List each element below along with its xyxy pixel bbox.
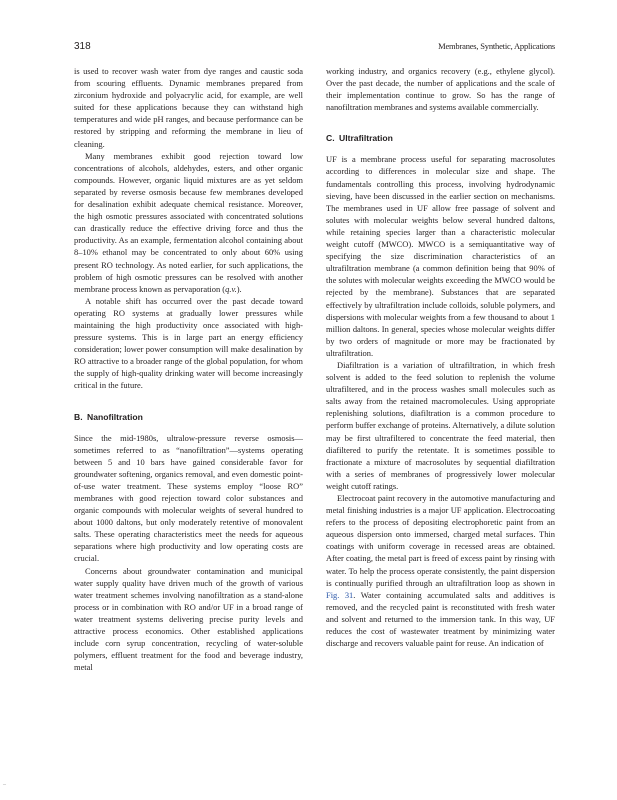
- right-column: [326, 65, 555, 649]
- paragraph: [74, 150, 303, 295]
- paragraph: Since the mid-1980s, ultralow-pressure reverse osmosis—sometimes referred to as “nanofiltration”—systems operating between 5 and 10 bars have gained considerable favor for groundwater softening, organics removal, and even domestic point-of-use water treatment. These systems employ “loose RO” membranes with good rejection toward color substances and organic compounds with molecular weights of several hundred to about 1000 daltons, but only moderately retentive of monovalent salts. These operating characteristics meet the needs for aqueous separations where high productivity and low operating costs are crucial.: [74, 432, 303, 564]
- paragraph-text: Electrocoat paint recovery in the automotive manufacturing and metal finishing industries is a major UF application. Electrocoating refers to the process of depositing electrophoretic paint from an aqueous dispersion onto immersed, charged metal surfaces. Thin coatings with uniform coverage in recessed areas are obtained. After coating, the metal part is freed of excess paint by rinsing with water. To help the process operate consistently, the paint dispersion is continually purified through an ultrafiltration loop as shown in: [326, 493, 555, 588]
- paragraph: [326, 492, 555, 649]
- running-head: Membranes, Synthetic, Applications: [438, 41, 555, 51]
- cross-reference: q.v.: [225, 283, 237, 294]
- paragraph: A notable shift has occurred over the past decade toward operating RO systems at gradually lower pressures while maintaining the high productivity once associated with high-pressure systems. This is in large part an energy efficiency consideration; lower power consumption will make desalination by RO attractive to a broader range of the global population, for whom the supply of high-quality drinking water will become increasingly critical in the future.: [74, 295, 303, 391]
- paragraph: UF is a membrane process useful for separating macrosolutes according to differences in molecular size and shape. The fundamentals controlling this process, involving hydrodynamic sieving, have been discussed in the earlier section on mechanisms. The membranes used in UF allow free passage of solvent and solutes with molecular weights below several hundred daltons, while retaining species larger than a characteristic molecular weight cutoff (MWCO). MWCO is a semiquantitative way of specifying the size discrimination characteristics of an ultrafiltration membrane (a common definition being that 90% of the solutes with molecular weights exceeding the MWCO would be rejected by the membrane). Substances that are separated effectively by ultrafiltration include colloids, soluble polymers, and dispersions with molecular weights from a few thousand to about 1 million daltons. In general, species whose molecular weights differ by two orders of magnitude or more may be fractionated by ultrafiltration.: [326, 154, 555, 358]
- paragraph: Concerns about groundwater contamination and municipal water supply quality have driven much of the growth of various water treatment schemes involving nanofiltration as a stand-alone process or in combination with RO and/or UF in a broad range of water treatment systems delivering precise purity levels and attractive process economics. Other established applications include corn syrup concentration, recycling of water-soluble polymers, effluent treatment for the food and beverage industry, metal: [74, 565, 303, 673]
- paragraph: Diafiltration is a variation of ultrafiltration, in which fresh solvent is added to the feed solution to replenish the volume ultrafiltered, and in the process washes small molecules such as salts away from the retained macromolecules. Using appropriate replenishing solutions, diafiltration is a common procedure to perform buffer exchange of proteins. Alternatively, a dilute solution may be first ultrafiltered to concentrate the feed material, then diafiltered to purify the retentate. It is sometimes possible to fractionate a mixture of macrosolutes by sequential diafiltration with a series of membranes of progressively lower molecular weight cutoff ratings.: [326, 359, 555, 491]
- paragraph: working industry, and organics recovery (e.g., ethylene glycol). Over the past decade, the number of applications and the scale of their implementation continue to grow. So has the range of nanofiltration membranes and systems available commercially.: [326, 66, 555, 113]
- section-label: B.: [74, 411, 83, 422]
- section-heading: [326, 132, 555, 144]
- paragraph-text: . Water containing accumulated salts and additives is removed, and the recycled paint is reconstituted with fresh water and solvent and returned to the immersion tank. In this way, UF reduces the cost of wastewater treatment by minimizing water discharge and recovers valuable paint for reuse. An indication of: [326, 589, 555, 649]
- left-column: [74, 65, 303, 673]
- section-label: C.: [326, 133, 335, 144]
- paragraph: is used to recover wash water from dye ranges and caustic soda from scouring effluents. Dynamic membranes prepared from zirconium hydroxide and polyacrylic acid, for example, are well suited for these applications because they can withstand high temperatures and wide pH ranges, and because performance can be restored by stripping and reforming the membrane in lieu of cleaning.: [74, 66, 303, 149]
- paragraph-text: Many membranes exhibit good rejection toward low concentrations of alcohols, aldehydes, esters, and other organic compounds. However, organic liquid mixtures are as yet seldom separated by reverse osmosis because few membranes developed for desalination exhibit adequate chemical resistance. Moreover, the high osmotic pressures associated with concentrated solutions can drastically reduce the effective driving force and thus the productivity. As an example, fermentation alcohol containing about 8–10% ethanol may be concentrated to only about 60% using present RO technology. As noted earlier, for such applications, the problem of high osmotic pressures can be resolved with another membrane process known as pervaporation (: [74, 150, 303, 294]
- paragraph-text: ).: [236, 283, 242, 294]
- page-header: [74, 41, 555, 55]
- figure-link[interactable]: Fig. 31: [326, 589, 354, 600]
- section-title: Ultrafiltration: [338, 133, 393, 144]
- margin-mark: –: [3, 782, 6, 788]
- section-title: Nanofiltration: [86, 411, 143, 422]
- page-number: 318: [74, 41, 91, 52]
- section-heading: [74, 411, 303, 423]
